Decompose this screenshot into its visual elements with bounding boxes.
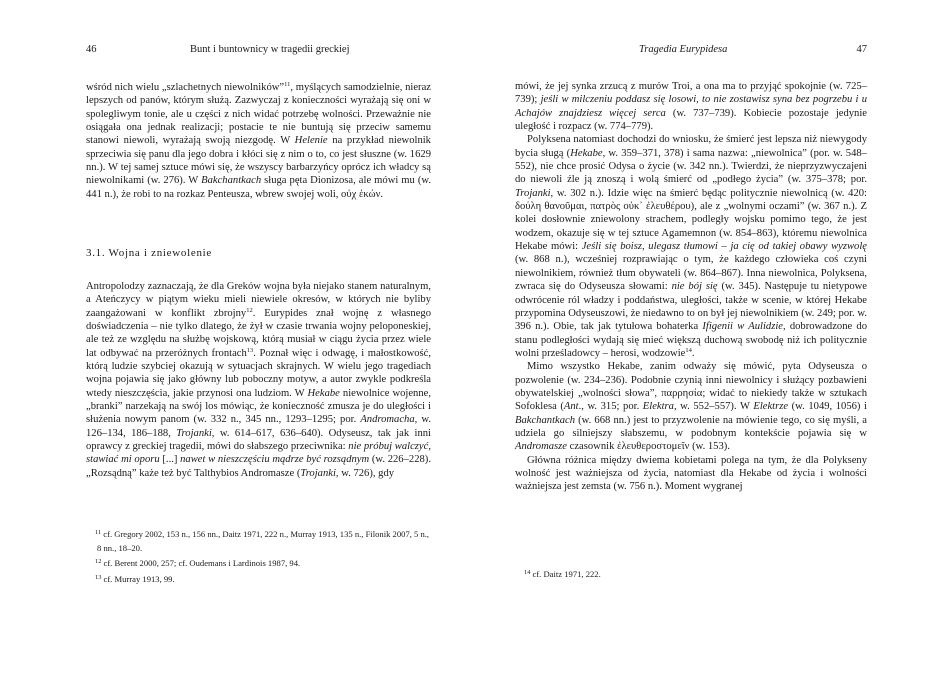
left-body-text-2 bbox=[86, 280, 431, 480]
footnote: $^{14}$ cf. Daitz 1971, 222. bbox=[524, 569, 601, 579]
right-page bbox=[515, 0, 867, 676]
footnote: $^{12}$ cf. Berent 2000, 257; cf. Oudemans i Lardinois 1987, 94. bbox=[95, 558, 301, 568]
paragraph: Antropolodzy zaznaczają, że dla Greków wojna była niejako stanem naturalnym, a Ateńczycy w piątym wieku mieli niewiele okresów, w których nie byliby zaangażowani w konflikt zbrojny$^{12}$. Eurypides znał wojnę z własnego doświadczenia – nie tylko dlatego, że żył w czasie trwania wojny peloponeskiej, ale też ze względu na służbę wojskową, którą musiał w ciągu życia przez wiele lat odbywać na przeróżnych frontach$^{13}$. Poznał więc i odwagę, i małostkowość, którą ludzie szybciej okazują w sytuacjach skrajnych. W wielu jego tragediach wojna pojawia się jako główny lub poboczny motyw, a autor zwykle podkreśla wtedy nieszczęścia, jakie przynosi ona ludziom. W Hekabe niewolnice wojenne, „branki” narzekają na swój los mówiąc, że konieczność zmusza je do uległości i służenia nowym panom (w. 332 n., 345 nn., 1293–1295; por. Andromacha, w. 126–134, 186–188, Trojanki, w. 614–617, 636–640). Odyseusz, tak jak inni oprawcy z greckiej tragedii, mówi do słabszego przeciwnika: nie próbuj walczyć, stawiać mi oporu [...] nawet w nieszczęściu mądrze być rozsądnym (w. 226–228). „Rozsądną” każe też być Talthybios Andromasze (Trojanki, w. 726), gdy bbox=[86, 281, 432, 479]
right-body-text bbox=[515, 80, 867, 494]
left-page-header bbox=[86, 44, 431, 58]
paragraph: Mimo wszystko Hekabe, zanim odważy się mówić, pyta Odyseusza o pozwolenie (w. 234–236). Podobnie czynią inni niewolnicy i służący pozbawieni obywatelskiej „wolności słowa”, παρρησία; widać to niekiedy także w sztukach Sofoklesa (Ant., w. 315; por. Elektra, w. 552–557). W Elektrze (w. 1049, 1056) i Bakchantkach (w. 668 nn.) jest to przyzwolenie na mówienie tego, co się myśli, a udziela go silniejszy słabszemu, w podobnym kontekście pojawia się w Andromasze czasownik ἐλευθεροστομεῖν (w. 153). bbox=[515, 361, 867, 453]
left-page bbox=[86, 0, 431, 676]
section-heading: 3.1. Wojna i zniewolenie bbox=[86, 247, 212, 259]
footnotes bbox=[86, 526, 431, 586]
footnote-ref[interactable]: 11 bbox=[284, 81, 291, 88]
page-number: 46 bbox=[86, 44, 97, 55]
footnote-ref[interactable]: 14 bbox=[685, 346, 692, 354]
footnote-ref[interactable]: 12 bbox=[246, 306, 253, 314]
running-head: Bunt i buntownicy w tragedii greckiej bbox=[190, 44, 350, 55]
page-number: 47 bbox=[856, 44, 867, 55]
footnote: $^{13}$ cf. Murray 1913, 99. bbox=[95, 573, 175, 584]
paragraph: Polyksena natomiast dochodzi do wniosku, że śmierć jest lepsza niż niewygody bycia sługą (Hekabe, w. 359–371, 378) i sama nazwa: „niewolnica” (por. w. 548–552), nie chce prosić Odysa o życie (w. 342 nn.). Twierdzi, że nieprzyzwyczajeni do niewoli źle ją znoszą i wolą śmierć od „podłego życia” (w. 375–378; por. Trojanki, w. 302 n.). Idzie więc na śmierć będąc politycznie niewolnicą (w. 420: δούλη θανοῦμαι, πατρὸς οὐκ᾽ ἐλευθέρου), ale z „wolnymi oczami” (w. 367 n.). Z kolei dosłownie zniewolony strachem, podległy wojsku pomimo tego, że jest wodzem, okazuje się w tej sztuce Agamemnon (w. 854–863), któremu niewolnica Hekabe mówi: Jeśli się boisz, ulegasz tłumowi – ja cię od takiej obawy wyzwolę (w. 868 n.), wcześniej rozprawiając o tym, że każdego człowieka coś czyni niewolnikiem, również tłum obywateli (w. 864–867). Inna niewolnica, Polyksena, zwraca się do Odyseusza słowami: nie bój się (w. 345). Następuje tu nietypowe odwrócenie ról władzy i poddaństwa, uległości, także w scenie, w której Hekabe przypomina Odyseuszowi, że niedawno to on był jej niewolnikiem (w. 249; por. w. 396 n.). Obie, tak jak tytułowa bohaterka Ifigenii w Aulidzie, dobrowadzone do stanu podległości wydają się mieć większą duchową swobodę niż ich politycznie wolni prześladowcy – herosi, wodzowie$^{14}$. bbox=[515, 134, 868, 359]
paragraph: mówi, że jej synka zrzucą z murów Troi, a ona ma to przyjąć spokojnie (w. 725–739); jeśli w milczeniu poddasz się losowi, to nie zostawisz syna bez pogrzebu i u Achajów znajdziesz więcej serca (w. 737–739). Kobiecie pozostaje jedynie uległość i rozpacz (w. 774–779). bbox=[515, 81, 868, 133]
footnote: $^{11}$ cf. Gregory 2002, 153 n., 156 nn., Daitz 1971, 222 n., Murray 1913, 135 n., Filonik 2007, 5 n., 8 nn., 18–20. bbox=[95, 529, 430, 553]
footnotes bbox=[515, 566, 867, 582]
paragraph: Główna różnica między dwiema kobietami polega na tym, że dla Polykseny wolność jest ważniejsza od życia, natomiast dla Hekabe od życia i wolności ważniejsza jest zemsta (w. 756 n.). Moment wygranej bbox=[515, 454, 867, 493]
paragraph: wśród nich wielu „szlachetnych niewolników”$^{11}$, myślących samodzielnie, nieraz lepszych od panów, którym służą. Zazwyczaj z konieczności wyrażają się oni w spolegliwym tonie, ale u części z nich widać potrzebę wolności. Przeważnie nie osiągała ona jednak realizacji; postacie te nie buntują się przeciw samemu stanowi niewoli, wyrażają swoją niezgodę. W Helenie na przykład niewolnik sprzeciwia się panu dla jego dobra i kłóci się z nim o to, co jest słuszne (w. 1629 nn.). W tej samej sztuce mówi się, że wszyscy barbarzyńcy oprócz ich władcy są niewolnikami (w. 276). W Bakchantkach sługa pęta Dionizosa, ale mówi mu (w. 441 n.), że robi to na rozkaz Penteusza, wbrew swojej woli, οὐχ ἑκών. bbox=[86, 81, 431, 200]
running-head: Tragedia Eurypidesa bbox=[639, 44, 728, 55]
right-page-header bbox=[515, 44, 867, 58]
footnote-ref[interactable]: 13 bbox=[246, 346, 254, 354]
left-body-text bbox=[86, 81, 431, 201]
